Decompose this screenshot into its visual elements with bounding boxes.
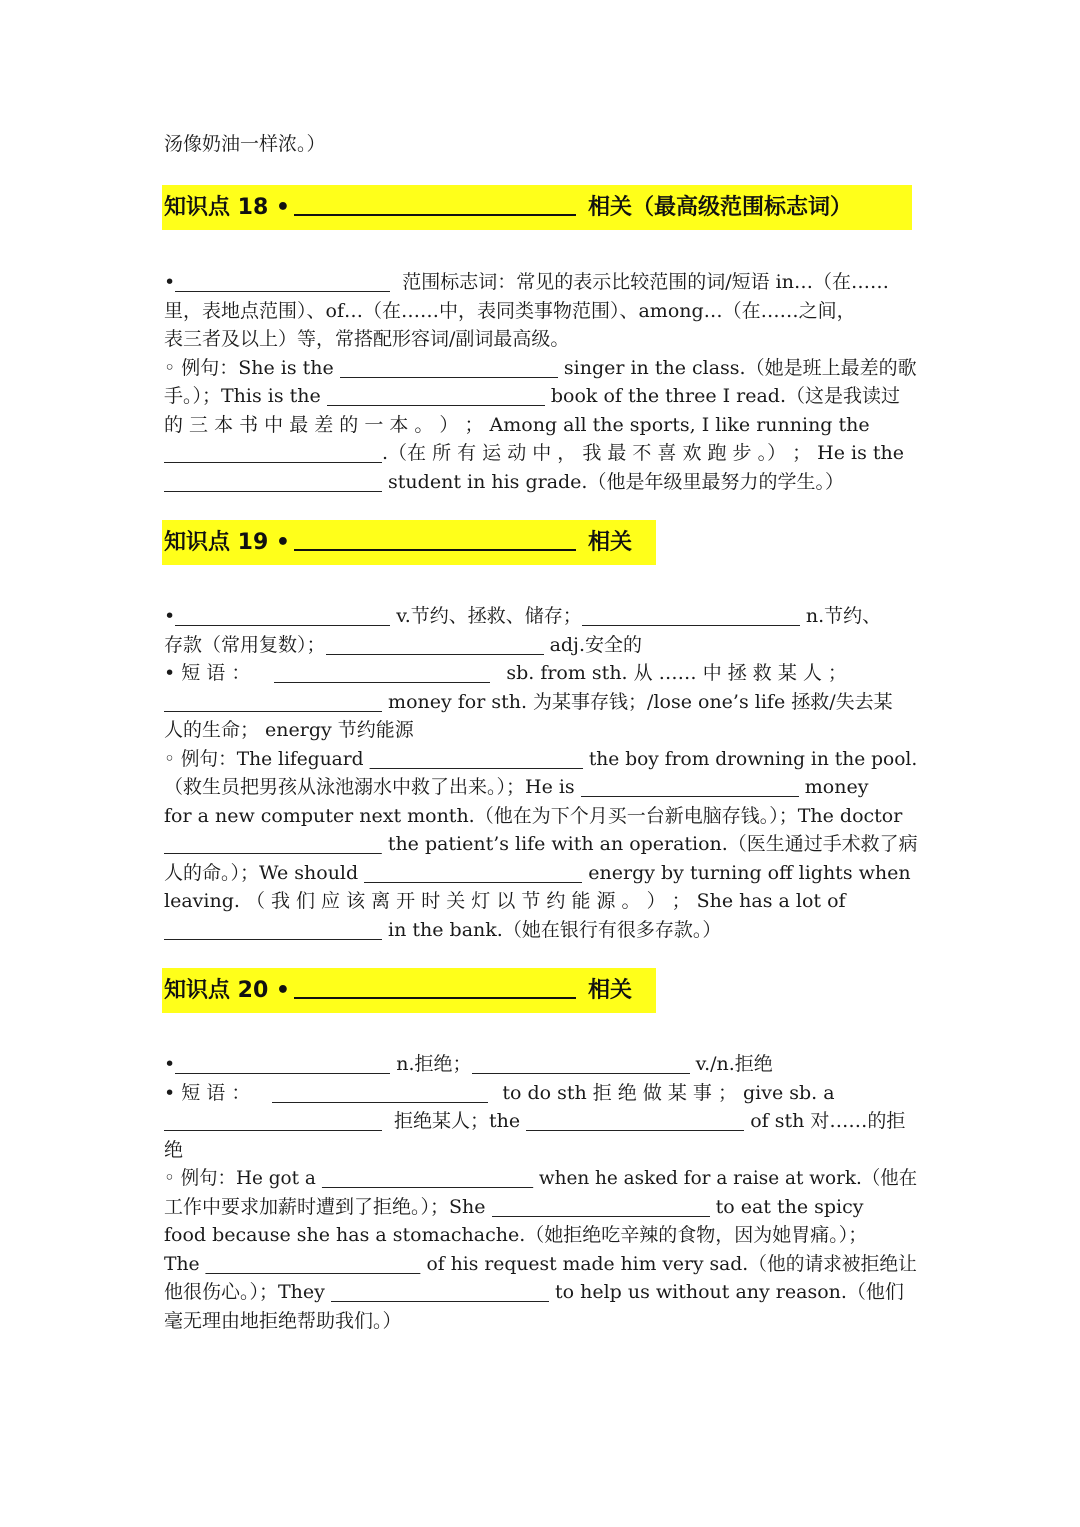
fill-blank	[581, 778, 799, 797]
example-line: the patient’s life with an operation.（医生通过手术救了病	[164, 830, 916, 859]
fill-blank	[582, 607, 800, 626]
fill-blank	[164, 693, 382, 712]
heading-blank	[294, 192, 576, 216]
fill-blank	[175, 273, 390, 292]
fill-blank	[340, 359, 558, 378]
fill-blank	[175, 607, 390, 626]
fill-blank	[164, 921, 382, 940]
fill-blank	[206, 1255, 421, 1274]
example-line: student in his grade.（他是年级里最努力的学生。）	[164, 468, 917, 497]
section-18-body: • 范围标志词：常见的表示比较范围的词/短语 in…（在…… 里，表地点范围）、of…（在……中，表同类事物范围）、among…（在……之间， 表三者及以上）等，常搭配形容词/副词最高级。 ◦ 例句：She is the singer in the class.（她是班上最差的歌 手。）；This is the book of the three I read.（这是我读过 的 三 本 书 中 最 差 的 一 本 。 ） ； Among all the sports, I like running the .（在 所 有 运 动 中 ， 我 最 不 喜 欢 跑 步 。） ； He is the student in his grade.（他是年级里最努力的学生。）	[164, 268, 917, 496]
heading-prefix: 知识点 18 •	[164, 195, 290, 220]
example-line: 工作中要求加薪时遭到了拒绝。）；She to eat the spicy	[164, 1195, 864, 1218]
definition-line: • 范围标志词：常见的表示比较范围的词/短语 in…（在……	[164, 271, 889, 293]
heading-suffix: 相关	[588, 978, 633, 1003]
fill-blank	[164, 444, 382, 463]
example-line: 手。）；This is the book of the three I read.（这是我读过	[164, 385, 901, 407]
heading-blank	[294, 975, 576, 999]
fill-blank	[326, 636, 544, 655]
example-line: ◦ 例句：The lifeguard the boy from drowning in the pool.	[164, 747, 918, 770]
word-line: 存款（常用复数）； adj.安全的	[164, 633, 642, 656]
continuation-text: 汤像奶油一样浓。）	[164, 133, 326, 155]
fill-blank	[364, 864, 582, 883]
fill-blank	[175, 1055, 390, 1074]
fill-blank	[164, 1112, 382, 1131]
section-heading-19	[162, 520, 656, 565]
example-line: ◦ 例句：She is the singer in the class.（她是班上最差的歌	[164, 356, 917, 379]
fill-blank	[327, 387, 545, 406]
fill-blank	[322, 1169, 533, 1188]
fill-blank	[369, 750, 582, 769]
example-line: 他很伤心。）；They to help us without any reason.（他们	[164, 1281, 904, 1303]
example-line: ◦ 例句：He got a when he asked for a raise at work.（他在	[164, 1167, 918, 1189]
phrase-line: • 短 语 ： to do sth 拒 绝 做 某 事 ； give sb. a	[164, 1081, 835, 1104]
heading-suffix: 相关（最高级范围标志词）	[588, 195, 853, 220]
section-heading-18	[162, 185, 912, 230]
fill-blank	[164, 835, 382, 854]
word-line: • v.节约、拯救、储存； n.节约、	[164, 605, 882, 627]
fill-blank	[164, 473, 382, 492]
heading-prefix: 知识点 19 •	[164, 530, 290, 555]
fill-blank	[274, 664, 490, 683]
fill-blank	[272, 1084, 488, 1103]
phrase-line: 拒绝某人；the of sth 对……的拒	[164, 1107, 917, 1136]
fill-blank	[472, 1055, 690, 1074]
example-line: .（在 所 有 运 动 中 ， 我 最 不 喜 欢 跑 步 。） ； He is the	[164, 439, 917, 468]
example-line: in the bank.（她在银行有很多存款。）	[164, 916, 917, 945]
section-20-body: • n.拒绝； v./n.拒绝 • 短 语 ： to do sth 拒 绝 做 某 事 ； give sb. a 拒绝某人；the of sth 对……的拒 绝 ◦ 例句：He got a when he asked for a raise at work.（他在 工作中要求加薪时遭到了拒绝。）；She to eat the spicy food because she has a stomachache.（她拒绝吃辛辣的食物，因为她胃痛。）； The of his request made him very sad.（他的请求被拒绝让 他很伤心。）；They to help us without any reason.（他们 毫无理由地拒绝帮助我们。）	[164, 1050, 917, 1335]
phrase-line: money for sth. 为某事存钱；/lose one’s life 拯救/失去某	[164, 688, 917, 717]
heading-prefix: 知识点 20 •	[164, 978, 290, 1003]
phrase-line: • 短 语 ： sb. from sth. 从 …… 中 拯 救 某 人 ；	[164, 662, 847, 684]
example-line: The of his request made him very sad.（他的请求被拒绝让	[164, 1252, 917, 1275]
fill-blank	[492, 1198, 710, 1217]
example-line: 人的命。）；We should energy by turning off lights when	[164, 861, 911, 884]
heading-suffix: 相关	[588, 530, 633, 555]
section-19-body: • v.节约、拯救、储存； n.节约、 存款（常用复数）； adj.安全的 • 短 语 ： sb. from sth. 从 …… 中 拯 救 某 人 ； money for sth. 为某事存钱；/lose one’s life 拯救/失去某 人的生命； energy 节约能源 ◦ 例句：The lifeguard the boy from drowning in the pool. （救生员把男孩从泳池溺水中救了出来。）；He is money for a new computer next month.（他在为下个月买一台新电脑存钱。）；The doctor the patient’s life with an operation.（医生通过手术救了病 人的命。）；We should energy by turning off lights when leaving. （ 我 们 应 该 离 开 时 关 灯 以 节 约 能 源 。 ） ； She has a lot of in the bank.（她在银行有很多存款。）	[164, 602, 917, 944]
section-heading-20	[162, 968, 656, 1013]
heading-blank	[294, 527, 576, 551]
example-line: （救生员把男孩从泳池溺水中救了出来。）；He is money	[164, 776, 869, 798]
fill-blank	[526, 1112, 744, 1131]
word-line: • n.拒绝； v./n.拒绝	[164, 1053, 773, 1075]
fill-blank	[331, 1283, 549, 1302]
